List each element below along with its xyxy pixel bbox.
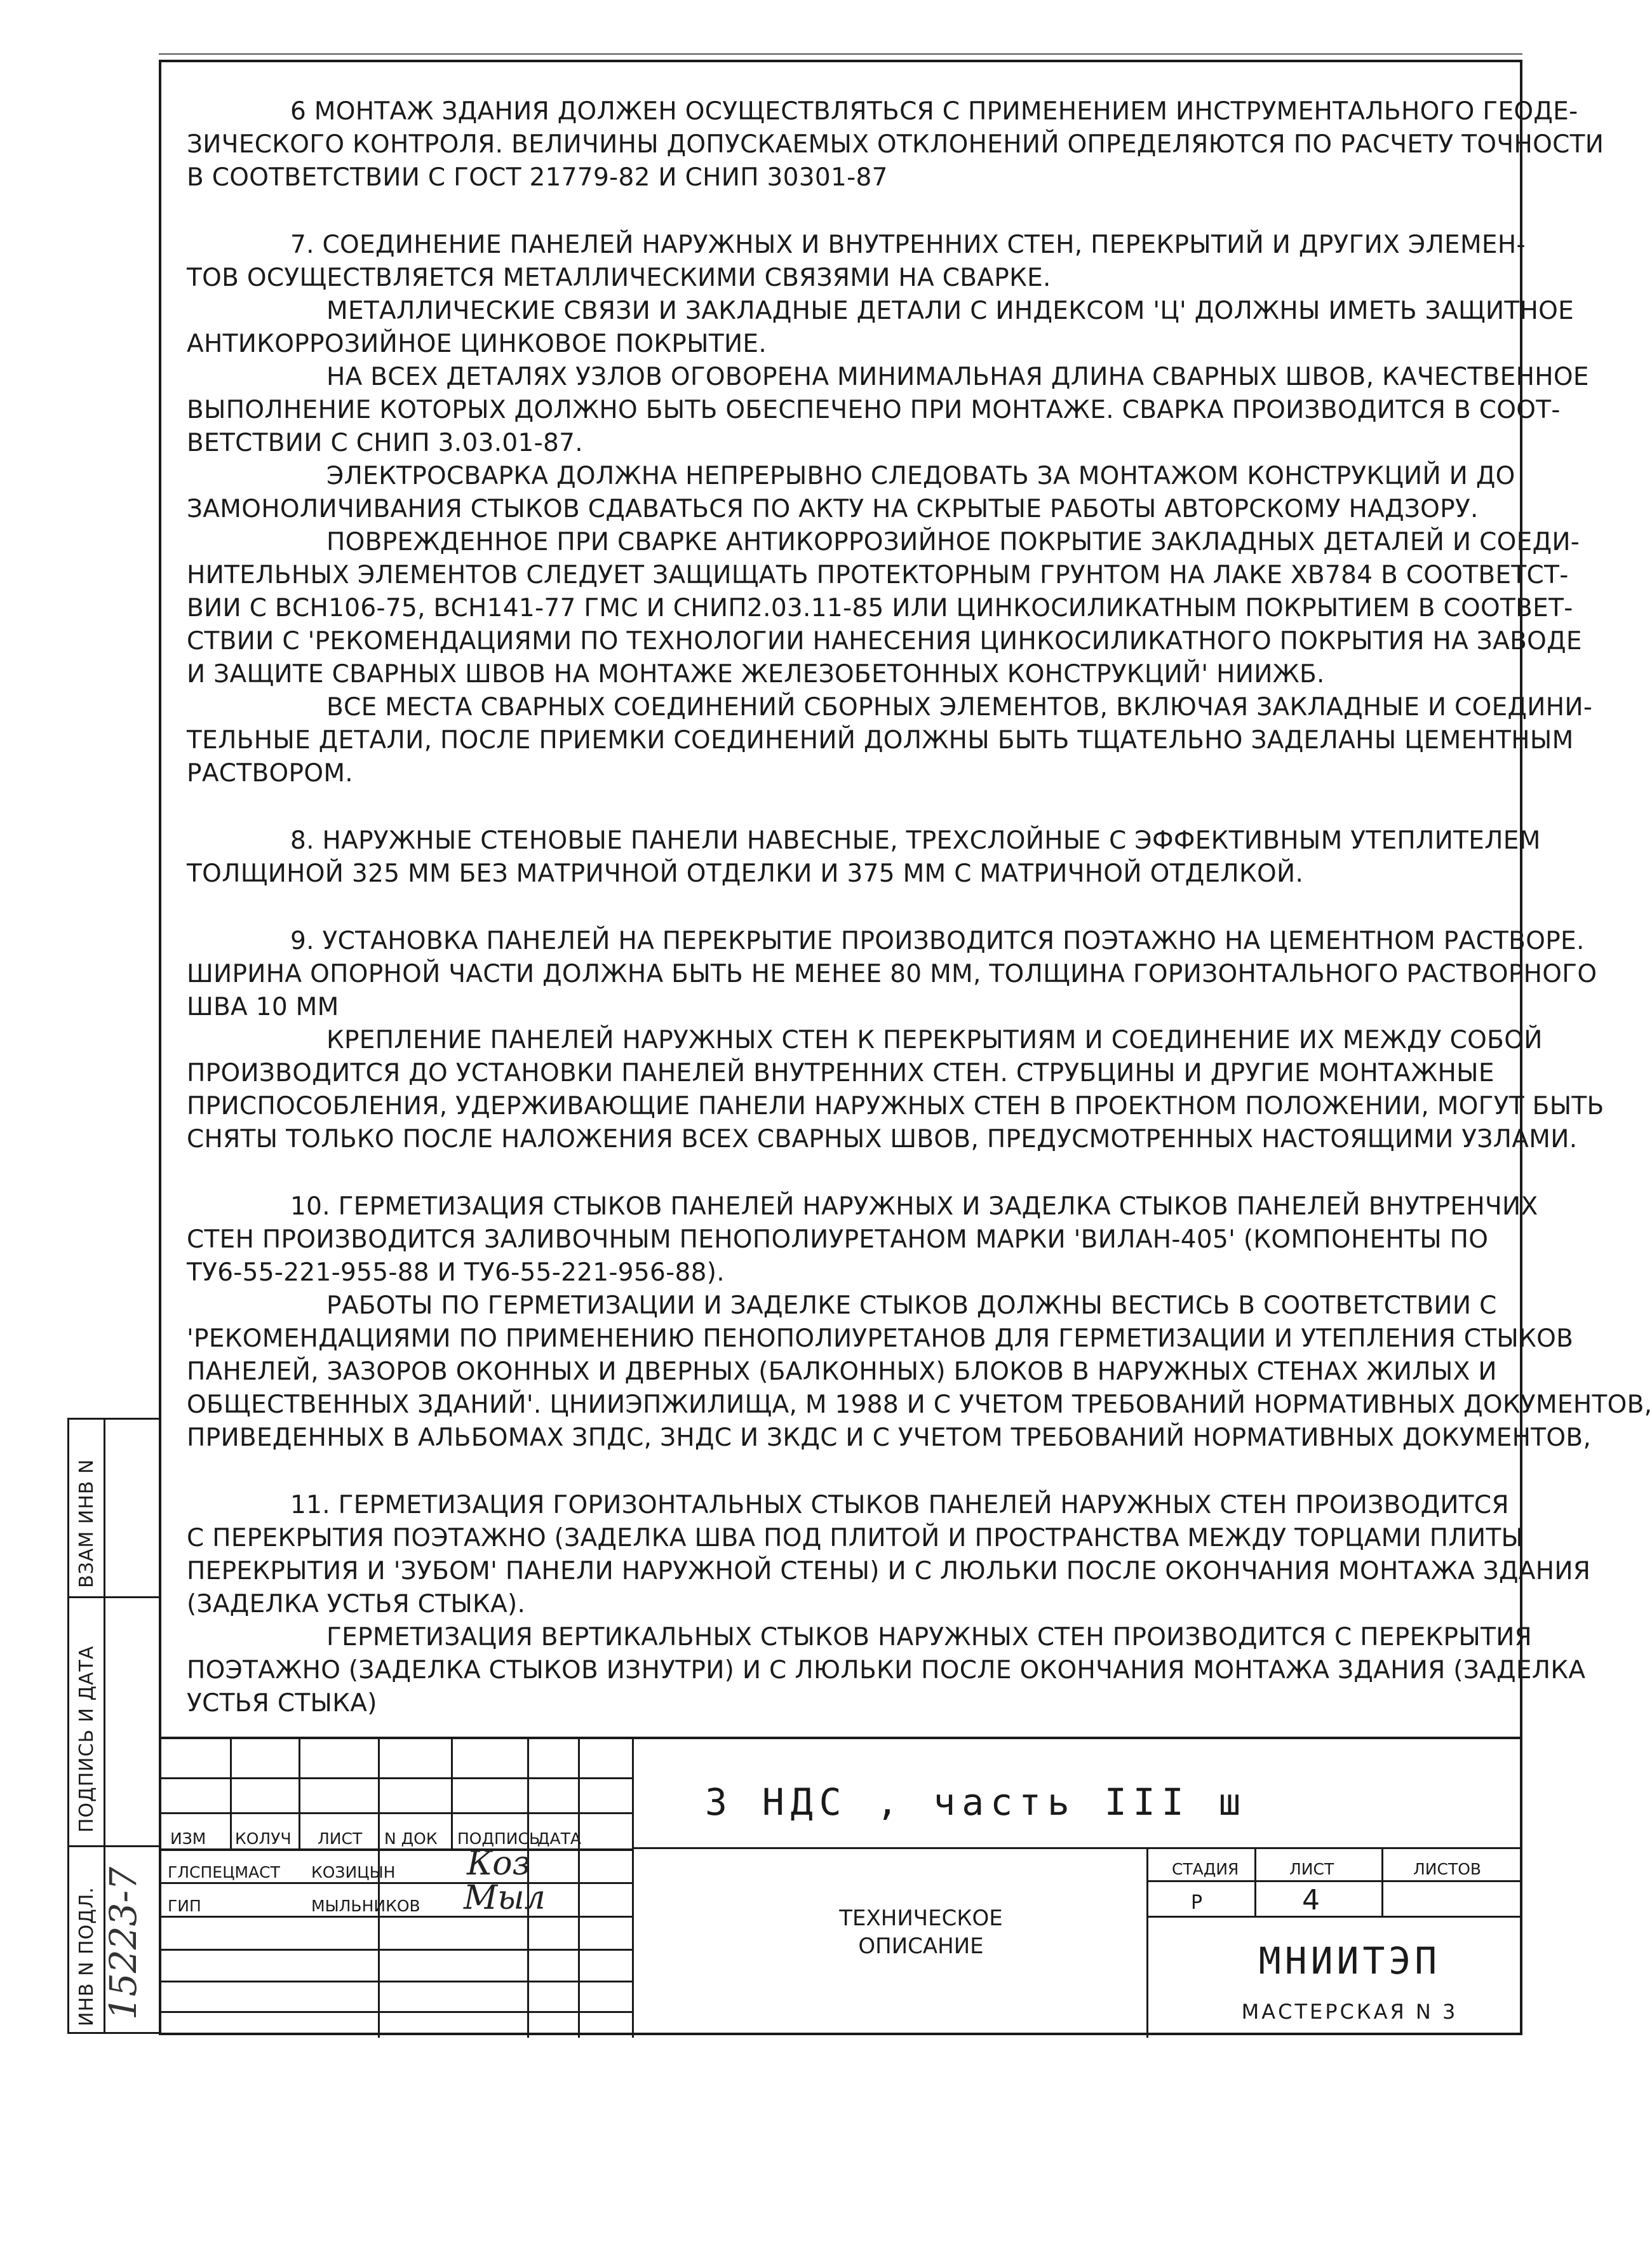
workshop-name: МАСТЕРСКАЯ N 3 <box>1241 2000 1458 2024</box>
text-line: ПРИВЕДЕННЫХ В АЛЬБОМАХ ЗПДС, ЗНДС И ЗКДС И С УЧЕТОМ ТРЕБОВАНИЙ НОРМАТИВНЫХ ДОКУМЕНТОВ, <box>187 1423 1592 1452</box>
text-line: ШВА 10 ММ <box>187 993 339 1021</box>
signature-kozitsyn: Коз <box>467 1845 530 1883</box>
text-line: 11. ГЕРМЕТИЗАЦИЯ ГОРИЗОНТАЛЬНЫХ СТЫКОВ ПАНЕЛЕЙ НАРУЖНЫХ СТЕН ПРОИЗВОДИТСЯ <box>290 1491 1509 1519</box>
text-line: ВЫПОЛНЕНИЕ КОТОРЫХ ДОЛЖНО БЫТЬ ОБЕСПЕЧЕНО ПРИ МОНТАЖЕ. СВАРКА ПРОИЗВОДИТСЯ В СООТ- <box>187 396 1561 424</box>
text-line: РАБОТЫ ПО ГЕРМЕТИЗАЦИИ И ЗАДЕЛКЕ СТЫКОВ ДОЛЖНЫ ВЕСТИСЬ В СООТВЕТСТВИИ С <box>326 1291 1497 1320</box>
replacement-inventory-label: ВЗАМ ИНВ N <box>76 1458 98 1588</box>
text-line: АНТИКОРРОЗИЙНОЕ ЦИНКОВОЕ ПОКРЫТИЕ. <box>187 330 767 358</box>
text-line: НИТЕЛЬНЫХ ЭЛЕМЕНТОВ СЛЕДУЕТ ЗАЩИЩАТЬ ПРОТЕКТОРНЫМ ГРУНТОМ НА ЛАКЕ ХВ784 В СООТВЕТСТ- <box>187 561 1569 589</box>
text-line: МЕТАЛЛИЧЕСКИЕ СВЯЗИ И ЗАКЛАДНЫЕ ДЕТАЛИ С ИНДЕКСОМ 'Ц' ДОЛЖНЫ ИМЕТЬ ЗАЩИТНОЕ <box>326 297 1575 325</box>
stamp-divider <box>632 1847 1522 1849</box>
stage-col-divider <box>1254 1847 1256 1916</box>
text-line: ЗИЧЕСКОГО КОНТРОЛЯ. ВЕЛИЧИНЫ ДОПУСКАЕМЫХ ОТКЛОНЕНИЙ ОПРЕДЕЛЯЮТСЯ ПО РАСЧЕТУ ТОЧНОСТИ <box>187 130 1604 159</box>
paragraph-11 <box>187 1489 1591 1720</box>
stage-col-divider <box>1381 1847 1383 1916</box>
text-line: ВИИ С ВСН106-75, ВСН141-77 ГМС И СНИП2.03.11-85 ИЛИ ЦИНКОСИЛИКАТНЫМ ПОКРЫТИЕМ В СООТВЕТ- <box>187 594 1573 622</box>
grid-row <box>159 1916 632 1918</box>
text-line: СТЕН ПРОИЗВОДИТСЯ ЗАЛИВОЧНЫМ ПЕНОПОЛИУРЕТАНОМ МАРКИ 'ВИЛАН-405' (КОМПОНЕНТЫ ПО <box>187 1225 1489 1254</box>
grid-col <box>378 1739 380 2038</box>
grid-row <box>159 1812 632 1814</box>
text-line: ТУ6-55-221-955-88 И ТУ6-55-221-956-88). <box>187 1258 725 1287</box>
text-line: 'РЕКОМЕНДАЦИЯМИ ПО ПРИМЕНЕНИЮ ПЕНОПОЛИУРЕТАНОВ ДЛЯ ГЕРМЕТИЗАЦИИ И УТЕПЛЕНИЯ СТЫКОВ <box>187 1324 1574 1353</box>
document-code: 3 НДС , часть III ш <box>705 1780 1247 1824</box>
text-line: ВСЕ МЕСТА СВАРНЫХ СОЕДИНЕНИЙ СБОРНЫХ ЭЛЕМЕНТОВ, ВКЛЮЧАЯ ЗАКЛАДНЫЕ И СОЕДИНИ- <box>326 693 1593 722</box>
signature-date-label: ПОДПИСЬ И ДАТА <box>76 1645 98 1833</box>
text-line: ПАНЕЛЕЙ, ЗАЗОРОВ ОКОННЫХ И ДВЕРНЫХ (БАЛКОННЫХ) БЛОКОВ В НАРУЖНЫХ СТЕНАХ ЖИЛЫХ И <box>187 1357 1497 1386</box>
title-block <box>159 1737 1522 2035</box>
text-line: 6 МОНТАЖ ЗДАНИЯ ДОЛЖЕН ОСУЩЕСТВЛЯТЬСЯ С ПРИМЕНЕНИЕМ ИНСТРУМЕНТАЛЬНОГО ГЕОДЕ- <box>290 97 1578 126</box>
sheet-value: 4 <box>1302 1884 1320 1916</box>
text-line: ПОВРЕЖДЕННОЕ ПРИ СВАРКЕ АНТИКОРРОЗИЙНОЕ ПОКРЫТИЕ ЗАКЛАДНЫХ ДЕТАЛЕЙ И СОЕДИ- <box>326 528 1580 556</box>
stamp-divider <box>1146 1847 1148 2038</box>
paragraph-8 <box>187 824 1541 891</box>
original-inventory-label: ИНВ N ПОДЛ. <box>76 1887 98 2026</box>
text-line: ГЕРМЕТИЗАЦИЯ ВЕРТИКАЛЬНЫХ СТЫКОВ НАРУЖНЫХ СТЕН ПРОИЗВОДИТСЯ С ПЕРЕКРЫТИЯ <box>326 1623 1533 1652</box>
name-mylnikov: МЫЛЬНИКОВ <box>311 1897 420 1915</box>
grid-row <box>159 1882 632 1884</box>
grid-row <box>159 1777 632 1779</box>
text-line: ПЕРЕКРЫТИЯ И 'ЗУБОМ' ПАНЕЛИ НАРУЖНОЙ СТЕНЫ) И С ЛЮЛЬКИ ПОСЛЕ ОКОНЧАНИЯ МОНТАЖА ЗДАНИЯ <box>187 1557 1591 1585</box>
grid-col <box>578 1739 580 2038</box>
strip-divider <box>69 1596 159 1598</box>
text-line: ТОЛЩИНОЙ 325 ММ БЕЗ МАТРИЧНОЙ ОТДЕЛКИ И 375 ММ С МАТРИЧНОЙ ОТДЕЛКОЙ. <box>187 859 1304 888</box>
text-line: ПРИСПОСОБЛЕНИЯ, УДЕРЖИВАЮЩИЕ ПАНЕЛИ НАРУЖНЫХ СТЕН В ПРОЕКТНОМ ПОЛОЖЕНИИ, МОГУТ БЫТЬ <box>187 1092 1604 1120</box>
text-line: 10. ГЕРМЕТИЗАЦИЯ СТЫКОВ ПАНЕЛЕЙ НАРУЖНЫХ И ЗАДЕЛКА СТЫКОВ ПАНЕЛЕЙ ВНУТРЕНЧИХ <box>290 1192 1538 1221</box>
text-line: СТВИИ С 'РЕКОМЕНДАЦИЯМИ ПО ТЕХНОЛОГИИ НАНЕСЕНИЯ ЦИНКОСИЛИКАТНОГО ПОКРЫТИЯ НА ЗАВОДЕ <box>187 627 1582 656</box>
document-title-line: ОПИСАНИЕ <box>858 1934 984 1959</box>
stamp-divider <box>632 1739 634 2038</box>
inventory-number-text: 15223-7 <box>102 1866 145 2020</box>
text-line: ШИРИНА ОПОРНОЙ ЧАСТИ ДОЛЖНА БЫТЬ НЕ МЕНЕЕ 80 ММ, ТОЛЩИНА ГОРИЗОНТАЛЬНОГО РАСТВОРНОГО <box>187 960 1597 988</box>
text-line: В СООТВЕТСТВИИ С ГОСТ 21779-82 И СНИП 30301-87 <box>187 163 888 192</box>
text-line: УСТЬЯ СТЫКА) <box>187 1689 377 1718</box>
header-date: ДАТА <box>537 1829 582 1848</box>
text-line: 9. УСТАНОВКА ПАНЕЛЕЙ НА ПЕРЕКРЫТИЕ ПРОИЗВОДИТСЯ ПОЭТАЖНО НА ЦЕМЕНТНОМ РАСТВОРЕ. <box>290 927 1585 955</box>
paragraph-6 <box>187 95 1604 194</box>
text-line: ПРОИЗВОДИТСЯ ДО УСТАНОВКИ ПАНЕЛЕЙ ВНУТРЕННИХ СТЕН. СТРУБЦИНЫ И ДРУГИЕ МОНТАЖНЫЕ <box>187 1059 1494 1087</box>
grid-row <box>159 1981 632 1982</box>
grid-col <box>451 1739 453 1850</box>
header-signature: ПОДПИСЬ <box>457 1829 541 1848</box>
top-rule <box>159 53 1522 55</box>
text-line: 7. СОЕДИНЕНИЕ ПАНЕЛЕЙ НАРУЖНЫХ И ВНУТРЕННИХ СТЕН, ПЕРЕКРЫТИЙ И ДРУГИХ ЭЛЕМЕН- <box>290 231 1526 259</box>
document-title <box>794 1904 1048 1960</box>
document-title-line: ТЕХНИЧЕСКОЕ <box>839 1906 1003 1931</box>
stage-row-divider <box>1146 1916 1522 1918</box>
text-line: СНЯТЫ ТОЛЬКО ПОСЛЕ НАЛОЖЕНИЯ ВСЕХ СВАРНЫХ ШВОВ, ПРЕДУСМОТРЕННЫХ НАСТОЯЩИМИ УЗЛАМИ. <box>187 1125 1578 1154</box>
grid-col <box>230 1739 232 1850</box>
header-change: ИЗМ <box>170 1829 206 1848</box>
text-line: ЭЛЕКТРОСВАРКА ДОЛЖНА НЕПРЕРЫВНО СЛЕДОВАТЬ ЗА МОНТАЖОМ КОНСТРУКЦИЙ И ДО <box>326 462 1515 490</box>
specification-text <box>187 95 1652 1754</box>
grid-row <box>159 1949 632 1951</box>
stage-value: Р <box>1191 1892 1203 1914</box>
text-line: РАСТВОРОМ. <box>187 759 353 788</box>
text-line: С ПЕРЕКРЫТИЯ ПОЭТАЖНО (ЗАДЕЛКА ШВА ПОД ПЛИТОЙ И ПРОСТРАНСТВА МЕЖДУ ТОРЦАМИ ПЛИТЫ <box>187 1524 1524 1552</box>
grid-col <box>299 1739 300 1850</box>
grid-row <box>159 2011 632 2013</box>
paragraph-9 <box>187 925 1604 1156</box>
role-chief-specialist: ГЛСПЕЦМАСТ <box>168 1863 280 1881</box>
role-gip: ГИП <box>168 1897 201 1915</box>
text-line: ТЕЛЬНЫЕ ДЕТАЛИ, ПОСЛЕ ПРИЕМКИ СОЕДИНЕНИЙ ДОЛЖНЫ БЫТЬ ТЩАТЕЛЬНО ЗАДЕЛАНЫ ЦЕМЕНТНЫМ <box>187 726 1574 755</box>
text-line: ПОЭТАЖНО (ЗАДЕЛКА СТЫКОВ ИЗНУТРИ) И С ЛЮЛЬКИ ПОСЛЕ ОКОНЧАНИЯ МОНТАЖА ЗДАНИЯ (ЗАДЕЛКА <box>187 1656 1586 1685</box>
header-doc-no: N ДОК <box>384 1829 438 1848</box>
text-line: (ЗАДЕЛКА УСТЬЯ СТЫКА). <box>187 1590 526 1618</box>
inventory-number-handwritten <box>95 1836 159 2026</box>
stage-row-divider <box>1146 1880 1522 1882</box>
text-line: ТОВ ОСУЩЕСТВЛЯЕТСЯ МЕТАЛЛИЧЕСКИМИ СВЯЗЯМИ НА СВАРКЕ. <box>187 264 1051 292</box>
text-line: КРЕПЛЕНИЕ ПАНЕЛЕЙ НАРУЖНЫХ СТЕН К ПЕРЕКРЫТИЯМ И СОЕДИНЕНИЕ ИХ МЕЖДУ СОБОЙ <box>326 1026 1543 1054</box>
paragraph-10 <box>187 1190 1652 1455</box>
signature-mylnikov: Мыл <box>464 1879 546 1917</box>
header-sheet: ЛИСТ <box>318 1829 363 1848</box>
paragraph-7 <box>187 229 1593 790</box>
grid-row <box>159 1848 632 1851</box>
text-line: ВЕТСТВИИ С СНИП 3.03.01-87. <box>187 429 583 457</box>
stage-header: СТАДИЯ <box>1172 1860 1239 1878</box>
organization-name: МНИИТЭП <box>1258 1939 1441 1982</box>
text-line: ОБЩЕСТВЕННЫХ ЗДАНИЙ'. ЦНИИЭПЖИЛИЩА, М 1988 И С УЧЕТОМ ТРЕБОВАНИЙ НОРМАТИВНЫХ ДОКУМЕНТОВ, <box>187 1390 1652 1419</box>
text-line: НА ВСЕХ ДЕТАЛЯХ УЗЛОВ ОГОВОРЕНА МИНИМАЛЬНАЯ ДЛИНА СВАРНЫХ ШВОВ, КАЧЕСТВЕННОЕ <box>326 363 1589 391</box>
text-line: ЗАМОНОЛИЧИВАНИЯ СТЫКОВ СДАВАТЬСЯ ПО АКТУ НА СКРЫТЫЕ РАБОТЫ АВТОРСКОМУ НАДЗОРУ. <box>187 495 1479 523</box>
name-kozitsyn: КОЗИЦЫН <box>311 1863 396 1881</box>
header-qty: КОЛУЧ <box>235 1829 292 1848</box>
text-line: 8. НАРУЖНЫЕ СТЕНОВЫЕ ПАНЕЛИ НАВЕСНЫЕ, ТРЕХСЛОЙНЫЕ С ЭФФЕКТИВНЫМ УТЕПЛИТЕЛЕМ <box>290 826 1541 855</box>
sheet-header: ЛИСТ <box>1289 1860 1334 1878</box>
text-line: И ЗАЩИТЕ СВАРНЫХ ШВОВ НА МОНТАЖЕ ЖЕЛЕЗОБЕТОННЫХ КОНСТРУКЦИЙ' НИИЖБ. <box>187 660 1325 689</box>
sheets-header: ЛИСТОВ <box>1413 1860 1482 1878</box>
